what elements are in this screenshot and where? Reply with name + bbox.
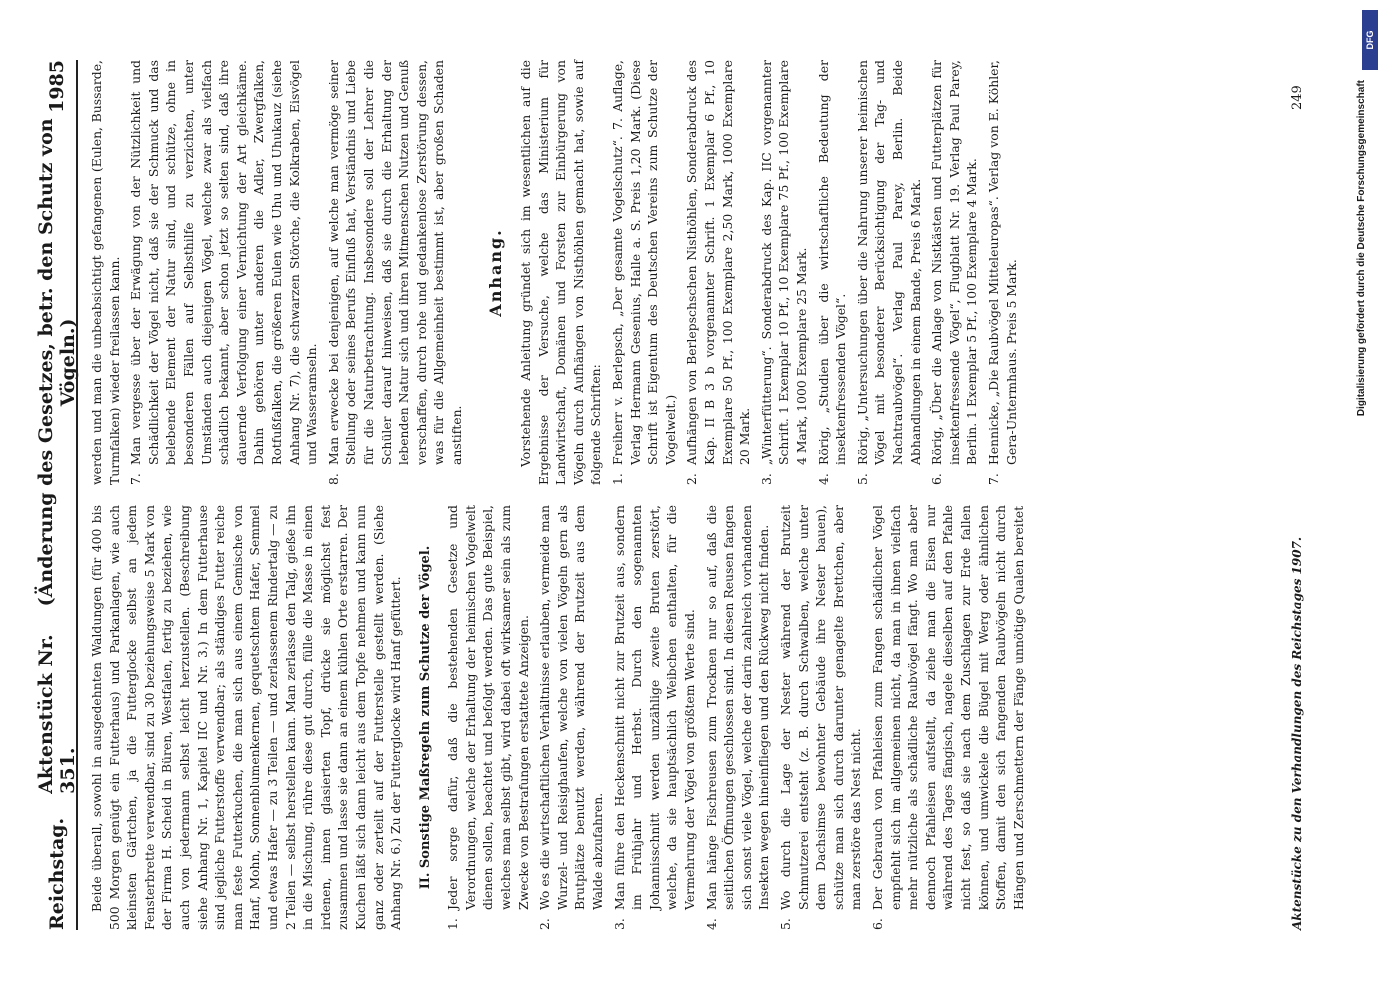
list-item xyxy=(703,505,773,930)
item-number: 5. xyxy=(777,918,793,930)
list-item xyxy=(127,60,321,485)
appendix-item xyxy=(683,60,753,485)
item-number: 3. xyxy=(611,918,627,930)
item-number: 8. xyxy=(325,473,341,485)
header-title: (Änderung des Gesetzes, betr. den Schutz von Vögeln.) xyxy=(35,118,79,607)
dfg-logo: DFG xyxy=(1362,10,1378,70)
paragraph: werden und man die unbeabsichtigt gefangenen (Eulen, Bussarde, Turmfalken) wieder freilassen kann. xyxy=(89,60,122,485)
item-text: Rörig, „Untersuchungen über die Nahrung unserer heimischen Vögel mit besonderer Berücksichtigung der Tag- und Nachtraubvögel“. Verlag Paul Parey, Berlin. Beide Abhandlungen in einem Bande, Preis 6 Mark. xyxy=(854,60,923,465)
item-number: 6. xyxy=(869,918,885,930)
item-number: 5. xyxy=(854,473,870,485)
digitalisation-text: Digitalisierung gefördert durch die Deutsche Forschungsgemeinschaft xyxy=(1356,80,1367,417)
item-text: Man erwecke bei denjenigen, auf welche man vermöge seiner Stellung oder seines Berufs Einfluß hat, Verständnis und Liebe für die Naturbetrachtung. Insbesondere soll der Lehrer die Schüler darauf hinweisen, daß sie durch die Erhaltung der lebenden Natur sich und ihren Mitmenschen Nutzen und Genuß verschaffen, durch rohe und gedankenlose Zerstörung dessen, was für die Allgemeinheit bestimmt ist, aber großen Schaden anstiften. xyxy=(325,59,464,465)
item-text: Freiherr v. Berlepsch, „Der gesamte Vogelschutz“. 7. Auflage, Verlag Hermann Gesenius, Halle a. S. Preis 1,20 Mark. (Diese Schrift ist Eigentum des Deutschen Vereins zum Schutze der Vogelwelt.) xyxy=(610,60,678,465)
digitalisation-note xyxy=(1356,10,1367,1000)
appendix-item xyxy=(758,60,811,485)
item-number: 7. xyxy=(985,473,1001,485)
appendix-item xyxy=(854,60,924,485)
list-item xyxy=(777,505,865,930)
list-item xyxy=(869,505,1027,930)
item-text: Man hänge Fischreusen zum Trocknen nur so auf, daß die seitlichen Öffnungen geschlossen sind. In diesen Reusen fangen sich sonst viele Vögel, welche der darin zahlreich vorhandenen Insekten wegen hineinfliegen und den Rückweg nicht finden. xyxy=(703,505,772,910)
page-footer: Aktenstücke zu den Verhandlungen des Reichstages 1907. xyxy=(1290,536,1304,930)
appendix-item xyxy=(609,60,679,485)
appendix-intro: Vorstehende Anleitung gründet sich im wesentlichen auf die Ergebnisse der Versuche, welche das Ministerium für Landwirtschaft, Domänen und Forsten zur Einbürgerung von Vögeln durch Aufhängen von Nisthöhlen gemacht hat, sowie auf folgende Schriften: xyxy=(518,60,604,485)
item-number: 2. xyxy=(537,918,553,930)
list-item xyxy=(536,505,606,930)
appendix-item xyxy=(985,60,1020,485)
item-text: „Winterfütterung“. Sonderabdruck des Kap. IIC vorgenannter Schrift. 1 Exemplar 10 Pf., 10 Exemplare 75 Pf., 100 Exemplare 4 Mark, 1000 Exemplare 25 Mark. xyxy=(758,60,809,465)
item-number: 4. xyxy=(815,473,831,485)
header-rule xyxy=(76,60,78,930)
item-number: 4. xyxy=(703,918,719,930)
item-number: 1. xyxy=(610,473,626,485)
item-text: Jeder sorge dafür, daß die bestehenden Gesetze und Verordnungen, welche der Erhaltung der heimischen Vogelwelt dienen sollen, beachtet und befolgt werden. Das gute Beispiel, welches man selbst gibt, wird dabei oft wirksamer sein als zum Zwecke von Bestrafungen erstattete Anzeigen. xyxy=(445,505,531,910)
item-number: 3. xyxy=(758,473,774,485)
item-number: 1. xyxy=(445,918,461,930)
header-page-number: 1985 xyxy=(46,60,68,113)
list-item xyxy=(325,60,466,485)
left-column xyxy=(88,505,1027,930)
right-column xyxy=(88,60,1020,485)
header-left: Reichstag. xyxy=(46,817,68,930)
item-text: Wo durch die Lage der Nester während der Brutzeit Schmutzerei entsteht (z. B. durch Schwalben, welche unter dem Dachsimse bewohnter Gebäude ihre Nester bauen), schütze man sich durch darunter genagelte Brettchen, aber man zerstöre das Nest nicht. xyxy=(777,505,864,910)
item-text: Rörig, „Über die Anlage von Nistkästen und Futterplätzen für insektenfressende Vögel“, Flugblatt Nr. 19. Verlag Paul Parey, Berlin. 1 Exemplar 5 Pf., 100 Exemplare 4 Mark. xyxy=(929,60,980,465)
appendix-title: Anhang. xyxy=(486,228,506,317)
item-number: 2. xyxy=(684,473,700,485)
paragraph: Beide überall, sowohl in ausgedehnten Waldungen (für 400 bis 500 Morgen genügt ein Futterhaus) und Parkanlagen, wie auch kleinsten Gärtchen, ja die Futterglocke selbst an jedem Fensterbrette verwendbar, sind zu 30 beziehungsweise 5 Mark von der Firma H. Scheid in Büren, Westfalen, fertig zu beziehen, wie auch von jedermann selbst leicht herzustellen. (Beschreibung siehe Anhang Nr. 1, Kapitel IIC und Nr. 3.) In dem Futterhause sind jegliche Futterstoffe verwendbar; als ständiges Futter reiche man feste Futterkuchen, die man sich aus einem Gemische von Hanf, Mohn, Sonnenblumenkernen, gequetschtem Hafer, Semmel und etwas Hafer — zu 3 Teilen — und zerlassenem Rindertalg — zu 2 Teilen — selbst herstellen kann. Man zerlasse den Talg, gieße ihn in die Mischung, rühre diese gut durch, fülle die Masse in einen irdenen, innen glasierten Topf, drücke sie möglichst fest zusammen und lasse sie dann an einem kühlen Orte erstarren. Der Kuchen läßt sich dann leicht aus dem Topfe nehmen und kann nun ganz oder zerteilt auf der Futterstelle gestellt werden. (Siehe Anhang Nr. 6.) Zu der Futterglocke wird Hanf gefüttert. xyxy=(89,505,404,930)
list-item xyxy=(611,505,699,930)
item-text: Der Gebrauch von Pfahleisen zum Fangen schädlicher Vögel empfiehlt sich im allgemeinen nicht, da man in ihnen vielfach mehr nützliche als schädliche Raubvögel fängt. Wo man aber dennoch Pfahleisen aufstellt, da ziehe man die Eisen nur während des Tages fängisch, nagele dieselben auf den Pfahle nicht fest, so daß sie nach dem Zuschlagen zur Erde fallen können, und umwickele die Bügel mit Werg oder ähnlichen Stoffen, damit den sich fangenden Raubvögeln nicht durch Hängen und Zerschmettern der Fänge unnötige Qualen bereitet xyxy=(869,505,1026,910)
item-text: Wo es die wirtschaftlichen Verhältnisse erlauben, vermeide man Wurzel- und Reisighaufen, welche von vielen Vögeln gern als Brutplätze benutzt werden, während der Brutzeit aus dem Walde abzufahren. xyxy=(537,505,606,910)
item-number: 7. xyxy=(128,473,144,485)
appendix-item xyxy=(815,60,850,485)
header-document-number: Aktenstück Nr. 351. xyxy=(35,634,79,794)
list-item xyxy=(444,505,532,930)
page-header xyxy=(35,60,79,930)
footer-page-number: 249 xyxy=(1290,85,1305,110)
section-title: II. Sonstige Maßregeln zum Schutze der Vögel. xyxy=(417,545,433,890)
item-text: Hennicke, „Die Raubvögel Mitteleuropas“. Verlag von E. Köhler, Gera-Untermhaus. Preis 5 Mark. xyxy=(985,60,1019,465)
appendix-item xyxy=(928,60,981,485)
item-text: Rörig, „Studien über die wirtschaftliche Bedeutung der insektenfressenden Vögel“. xyxy=(815,60,849,465)
item-text: Aufhängen von Berlepschschen Nisthöhlen, Sonderabdruck des Kap. II B 3 b vorgenannter Schrift. 1 Exemplar 6 Pf., 10 Exemplare 50 Pf., 100 Exemplare 2,50 Mark, 1000 Exemplare 20 Mark. xyxy=(684,60,753,465)
item-number: 6. xyxy=(929,473,945,485)
item-text: Man vergesse über der Erwägung von der Nützlichkeit und Schädlichkeit der Vögel nicht, daß sie der Schmuck und das belebende Element der Natur sind, und schütze, ohne in besonderen Fällen auf Selbsthilfe zu verzichten, unter Umständen auch diejenigen Vögel, welche zwar als vielfach schädlich bekannt, aber schon jetzt so selten sind, daß ihre dauernde Verfolgung einer Vernichtung der Art gleichkäme. Dahin gehören unter anderen die Adler, Zwergfalken, Rotfußfalken, die größeren Eulen wie Uhu und Uhukauz (siehe Anhang Nr. 7), die schwarzen Störche, die Kolkraben, Eisvögel und Wasseramseln. xyxy=(128,60,320,465)
item-text: Man führe den Heckenschnitt nicht zur Brutzeit aus, sondern im Frühjahr und Herbst. Durch den sogenannten Johannisschnitt werden unzählige zweite Bruten zerstört, welche, da sie hauptsächlich Weibchen enthalten, für die Vermehrung der Vögel von größtem Werte sind. xyxy=(611,505,697,910)
